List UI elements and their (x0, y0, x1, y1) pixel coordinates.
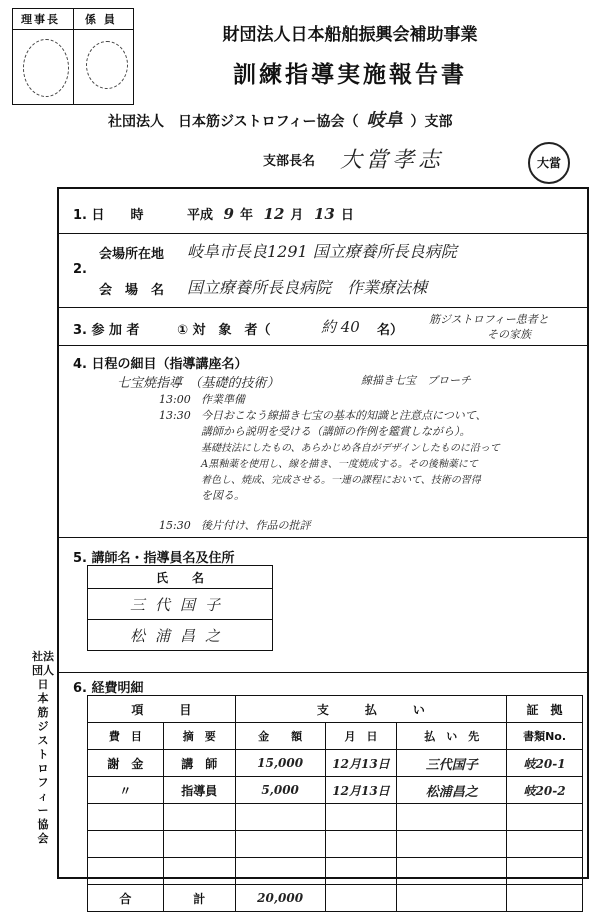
staff-stamp-label: 係 員 (85, 13, 117, 26)
schedule-line: 基礎技法にしたもの、あらかじめ各自がデザインしたものに沿って (201, 443, 500, 454)
instructor-name-header: 氏 名 (88, 566, 273, 589)
schedule-label: 4. 日程の細目（指導講座名） (73, 357, 248, 372)
chief-seal-icon: 大當 (528, 142, 570, 184)
instructors-label: 5. 講師名・指導員名及住所 (73, 551, 235, 566)
schedule-line: 講師から説明を受ける（講師の作例を鑑賞しながら）。 (201, 425, 471, 438)
header-date: 月 日 (325, 723, 397, 750)
schedule-details (159, 391, 579, 533)
participants-target: ① 対 象 者（ (177, 323, 271, 338)
organization-line: 社団法人 日本筋ジストロフィー協会（ 岐阜 ）支部 (108, 110, 453, 131)
branch-chief-label: 支部長名 (263, 154, 316, 169)
participants-note-2: その家族 (487, 328, 531, 341)
expense-row-empty (88, 804, 583, 831)
participants-count: 約 40 (321, 318, 360, 336)
schedule-line: 13:30 今日おこなう線描き七宝の基本的知識と注意点について、 (159, 409, 487, 422)
document-title: 訓練指導実施報告書 (233, 61, 467, 88)
schedule-line: A黒釉薬を使用し、線を描き、一度焼成する。その後釉薬にて (201, 459, 478, 470)
header-payment: 支 払 い (235, 696, 506, 723)
header-evidence: 証 拠 (507, 696, 583, 723)
expense-row: 謝 金 講 師 15,000 12月13日 三代国子 岐20-1 (88, 750, 583, 777)
course-extra: 線描き七宝 ブローチ (361, 374, 471, 387)
expense-total-row (88, 885, 583, 912)
header-item: 項 目 (88, 696, 236, 723)
date-value: 平成 9 年 12 月 13 日 (187, 205, 354, 223)
participants-unit: 名） (377, 323, 404, 338)
header-expense-type: 費 目 (88, 723, 164, 750)
total-amount: 20,000 (235, 885, 325, 912)
participants-label: 3. 参 加 者 (73, 323, 140, 338)
instructor-table (87, 565, 273, 651)
header-description: 摘 要 (163, 723, 235, 750)
date-label: 1. 日 時 (73, 208, 144, 223)
director-stamp-label: 理事長 (21, 13, 60, 26)
branch-name: 岐阜 (366, 110, 403, 131)
venue-address: 岐阜市長良1291 国立療養所長良病院 (187, 242, 457, 261)
header-payee: 払 い 先 (397, 723, 507, 750)
approval-stamp-box (12, 8, 134, 105)
expense-row: 〃 指導員 5,000 12月13日 松浦昌之 岐20-2 (88, 777, 583, 804)
header-doc-no: 書類No. (507, 723, 583, 750)
participants-note-1: 筋ジストロフィー患者と (429, 313, 549, 326)
total-label-2: 計 (163, 885, 235, 912)
total-label-1: 合 (88, 885, 164, 912)
document-subtitle: 財団法人日本船舶振興会補助事業 (222, 25, 478, 45)
venue-name-label: 会 場 名 (99, 283, 165, 298)
schedule-line: 13:00 作業準備 (159, 393, 245, 406)
venue-section-number: 2. (73, 262, 87, 277)
schedule-line: を図る。 (201, 489, 245, 502)
instructor-name: 三代国子 (88, 589, 273, 620)
expenses-label: 6. 経費明細 (73, 681, 144, 696)
header-amount: 金 額 (235, 723, 325, 750)
side-organization-text: 社法 団人 日 本 筋 ジ ス ト ロ フ ィ ー 協 会 (32, 650, 54, 845)
course-name: 七宝焼指導 （基礎的技術） (117, 376, 280, 391)
report-frame (57, 187, 589, 906)
expense-table (87, 695, 583, 912)
staff-seal-icon (86, 41, 128, 89)
branch-chief-name: 大當孝志 (340, 148, 445, 173)
instructor-name: 松浦昌之 (88, 620, 273, 651)
venue-address-label: 会場所在地 (99, 247, 165, 262)
expense-row-empty (88, 858, 583, 885)
expense-row-empty (88, 831, 583, 858)
director-seal-icon (23, 39, 69, 97)
venue-name: 国立療養所長良病院 作業療法棟 (187, 278, 428, 297)
schedule-line: 着色し、焼成、完成させる。一連の課程において、技術の習得 (201, 475, 481, 486)
schedule-line: 15:30 後片付け、作品の批評 (159, 519, 311, 532)
